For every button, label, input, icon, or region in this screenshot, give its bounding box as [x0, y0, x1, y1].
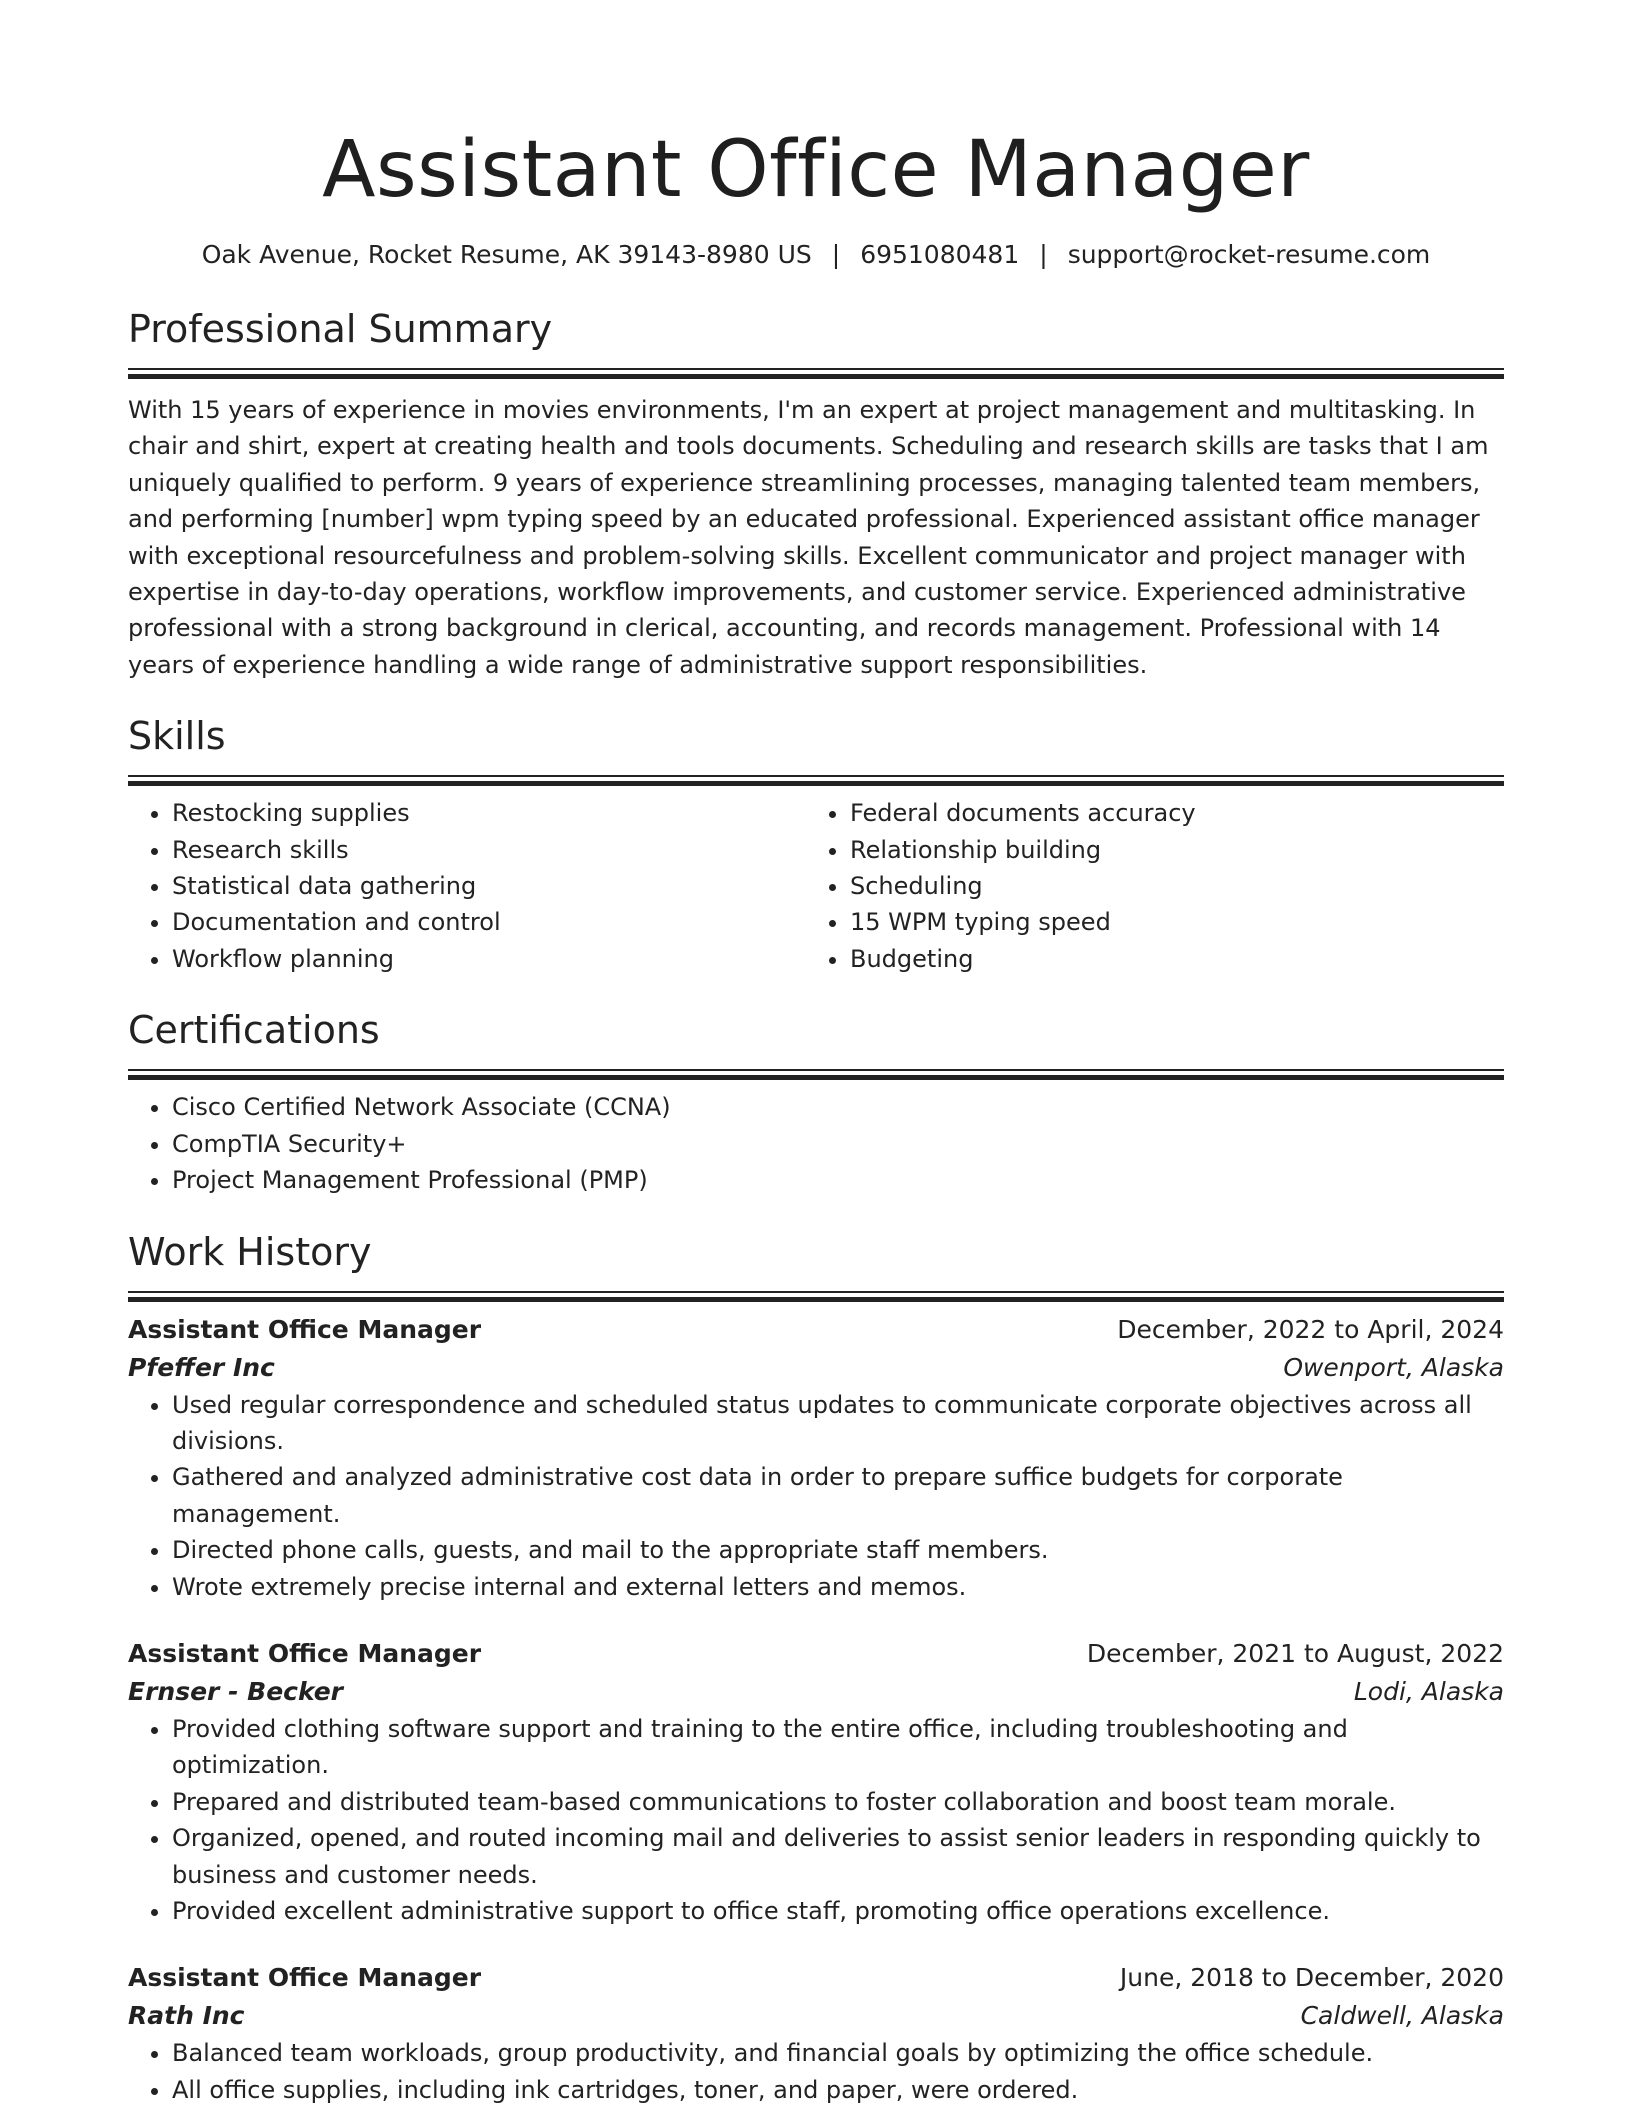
- certification-item: • CompTIA Security+: [172, 1126, 1504, 1162]
- certifications-section: [128, 1005, 1504, 1198]
- job-subheader: [128, 1673, 1504, 1711]
- skills-list-right: [806, 795, 1484, 977]
- section-title-skills: Skills: [128, 714, 226, 759]
- contact-email[interactable]: support@rocket-resume.com: [1067, 240, 1431, 269]
- skill-item: • Federal documents accuracy: [850, 795, 1484, 831]
- job-subheader: [128, 1349, 1504, 1387]
- job-bullet: • Prepared and distributed team-based communications to foster collaboration and boost team morale.: [172, 1784, 1504, 1820]
- skills-column-right: [806, 795, 1484, 977]
- job-company: Ernser - Becker: [128, 1676, 344, 1706]
- section-title-certifications: Certifications: [128, 1008, 380, 1053]
- job-bullet: • Provided excellent administrative support to office staff, promoting office operations excellence.: [172, 1893, 1504, 1929]
- section-title-work-history: Work History: [128, 1229, 372, 1274]
- skill-item: • Budgeting: [850, 941, 1484, 977]
- skills-grid: [128, 795, 1504, 977]
- contact-separator: |: [831, 240, 841, 269]
- summary-section: [128, 304, 1504, 683]
- job-title: Assistant Office Manager: [128, 1963, 482, 1993]
- job-location: Owenport, Alaska: [1283, 1352, 1504, 1382]
- job-header: [128, 1635, 1504, 1673]
- skills-column-left: [128, 795, 806, 977]
- skill-item: • Documentation and control: [172, 904, 806, 940]
- contact-separator: |: [1039, 240, 1048, 269]
- work-history-section: [128, 1227, 1504, 2109]
- job-dates: June, 2018 to December, 2020: [1119, 1963, 1504, 1993]
- resume-name: Assistant Office Manager: [322, 125, 1310, 215]
- job-bullet: • All office supplies, including ink cartridges, toner, and paper, were ordered.: [172, 2072, 1504, 2108]
- skill-item: • Relationship building: [850, 832, 1484, 868]
- certification-item: • Cisco Certified Network Associate (CCNA): [172, 1089, 1504, 1125]
- contact-line: [128, 238, 1504, 272]
- certifications-list: [128, 1089, 1504, 1198]
- job-entry: [128, 1311, 1504, 1605]
- job-location: Lodi, Alaska: [1353, 1676, 1504, 1706]
- job-title: Assistant Office Manager: [128, 1638, 482, 1668]
- job-bullet: • Gathered and analyzed administrative cost data in order to prepare suffice budgets for corporate management.: [172, 1459, 1504, 1532]
- job-bullet: • Provided clothing software support and training to the entire office, including troubleshooting and optimization.: [172, 1711, 1504, 1784]
- section-divider: [128, 1291, 1504, 1293]
- job-bullet: • Wrote extremely precise internal and external letters and memos.: [172, 1569, 1504, 1605]
- resume-page: [128, 0, 1504, 2108]
- job-header: [128, 1959, 1504, 1997]
- job-bullet: • Balanced team workloads, group productivity, and financial goals by optimizing the office schedule.: [172, 2035, 1504, 2071]
- job-location: Caldwell, Alaska: [1300, 2001, 1504, 2031]
- job-bullet: • Organized, opened, and routed incoming mail and deliveries to assist senior leaders in responding quickly to business and customer needs.: [172, 1820, 1504, 1893]
- job-bullets: [128, 1711, 1504, 1929]
- job-subheader: [128, 1997, 1504, 2035]
- job-bullets: [128, 2035, 1504, 2108]
- job-dates: December, 2022 to April, 2024: [1117, 1314, 1504, 1344]
- skill-item: • Research skills: [172, 832, 806, 868]
- job-bullets: [128, 1387, 1504, 1605]
- summary-text: With 15 years of experience in movies environments, I'm an expert at project management and multitasking. In chair and shirt, expert at creating health and tools documents. Scheduling and research skills are tasks that I am uniquely qualified to perform. 9 years of experience streamlining processes, managing talented team members, and performing [number] wpm typing speed by an educated professional. Experienced assistant office manager with exceptional resourcefulness and problem-solving skills. Excellent communicator and project manager with expertise in day-to-day operations, workflow improvements, and customer service. Experienced administrative professional with a strong background in clerical, accounting, and records management. Professional with 14 years of experience handling a wide range of administrative support responsibilities.: [128, 396, 1489, 679]
- contact-phone: 6951080481: [860, 240, 1020, 269]
- skills-section: [128, 711, 1504, 977]
- job-company: Pfeffer Inc: [128, 1352, 275, 1382]
- job-header: [128, 1311, 1504, 1349]
- job-dates: December, 2021 to August, 2022: [1086, 1638, 1504, 1668]
- certification-item: • Project Management Professional (PMP): [172, 1162, 1504, 1198]
- skill-item: • Restocking supplies: [172, 795, 806, 831]
- job-title: Assistant Office Manager: [128, 1314, 482, 1344]
- skill-item: • Workflow planning: [172, 941, 806, 977]
- skill-item: • Statistical data gathering: [172, 868, 806, 904]
- skill-item: • Scheduling: [850, 868, 1484, 904]
- job-bullet: • Used regular correspondence and scheduled status updates to communicate corporate objectives across all divisions.: [172, 1387, 1504, 1460]
- job-entry: [128, 1635, 1504, 1929]
- skills-list-left: [128, 795, 806, 977]
- job-entry: [128, 1959, 1504, 2108]
- section-divider: [128, 775, 1504, 777]
- job-bullet: • Directed phone calls, guests, and mail to the appropriate staff members.: [172, 1532, 1504, 1568]
- section-divider: [128, 368, 1504, 370]
- section-title-summary: Professional Summary: [128, 307, 553, 351]
- contact-address: Oak Avenue, Rocket Resume, AK 39143-8980 US: [201, 240, 812, 269]
- section-divider: [128, 1069, 1504, 1071]
- job-company: Rath Inc: [128, 2001, 245, 2031]
- skill-item: • 15 WPM typing speed: [850, 904, 1484, 940]
